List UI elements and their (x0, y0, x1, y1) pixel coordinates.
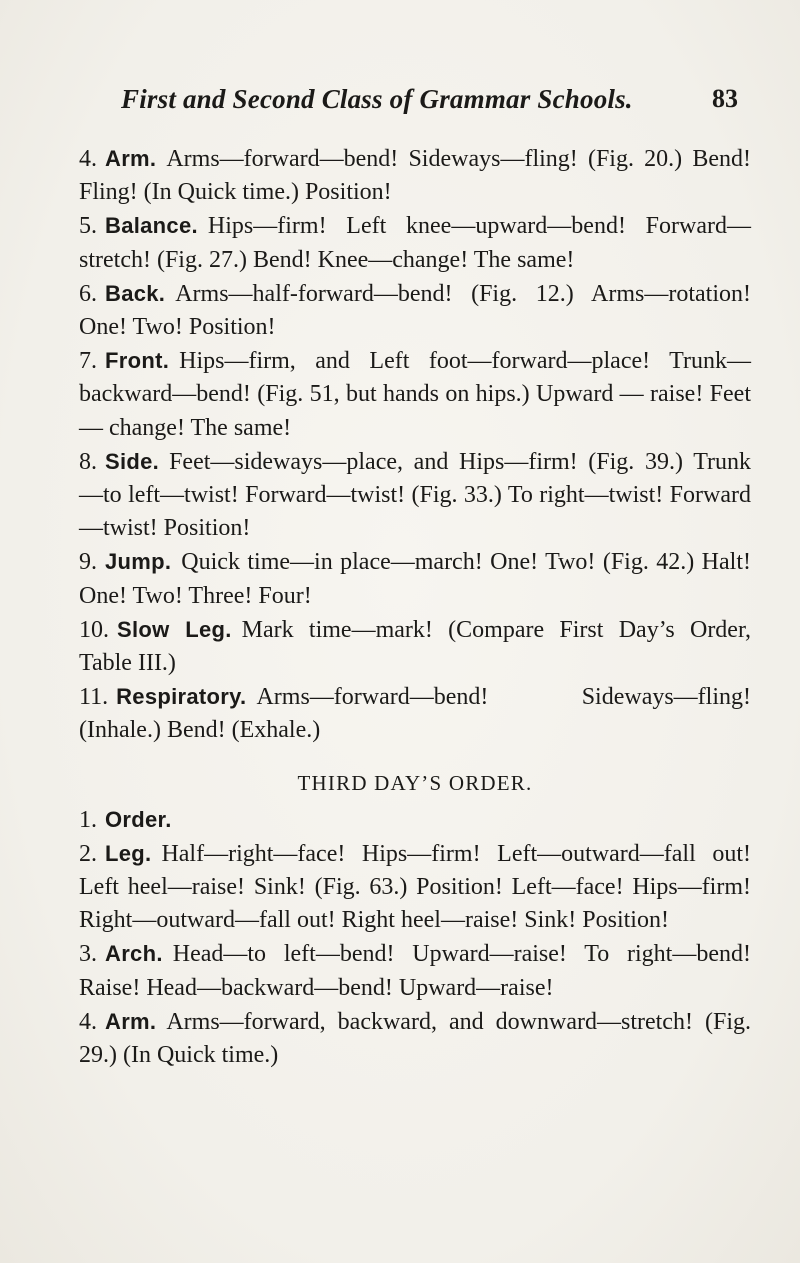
paragraph-number: 4. (79, 146, 97, 172)
exercise-label: Respiratory. (116, 684, 247, 710)
exercise-label: Front. (105, 348, 170, 374)
paragraph-text: Arms—half-forward—bend! (Fig. 12.) Arms—rotation! One! Two! Position! (79, 280, 751, 341)
paragraph-text: Feet—sideways—place, and Hips—firm! (Fig. 39.) Trunk—to left—twist! Forward—twist! (Fig. 33.) To right—twist! Forward—twist! Position! (79, 448, 751, 542)
paragraph-slow-leg (79, 613, 751, 680)
paragraph-text: Arms—forward, backward, and downward—stretch! (Fig. 29.) (In Quick time.) (79, 1008, 751, 1069)
paragraph-order (79, 803, 751, 837)
paragraph-number: 3. (79, 941, 97, 968)
paragraph-number: 4. (79, 1008, 97, 1035)
paragraph-back (79, 277, 751, 344)
body-text (79, 142, 751, 1072)
paragraph-text: Half—right—face! Hips—firm! Left—outward—fall out! Left heel—raise! Sink! (Fig. 63.) Position! Left—face! Hips—firm! Right—outward—fall out! Right heel—raise! Sink! Position! (79, 840, 751, 934)
paragraph-number: 1. (79, 806, 97, 833)
paragraph-number: 6. (79, 280, 97, 307)
exercise-label: Back. (105, 280, 166, 306)
paragraph-number: 10. (79, 616, 109, 643)
paragraph-text: Quick time—in place—march! One! Two! (Fig. 42.) Halt! One! Two! Three! Four! (79, 549, 751, 609)
exercise-label: Arm. (105, 146, 157, 171)
exercise-label: Arm. (105, 1008, 157, 1034)
paragraph-side (79, 445, 751, 546)
paragraph-jump (79, 545, 751, 612)
paragraph-leg (79, 837, 751, 938)
paragraph-text: Head—to left—bend! Upward—raise! To right—bend! Raise! Head—backward—bend! Upward—raise! (79, 941, 751, 1001)
paragraph-arm-2 (79, 1005, 751, 1072)
paragraph-number: 7. (79, 348, 97, 375)
paragraph-number: 9. (79, 549, 97, 576)
paragraph-number: 5. (79, 213, 97, 240)
paragraph-arch (79, 937, 751, 1004)
exercise-label: Balance. (105, 213, 198, 239)
paragraph-arm (79, 142, 751, 209)
paragraph-number: 8. (79, 448, 97, 475)
paragraph-front (79, 344, 751, 445)
running-head-title: First and Second Class of Grammar Schools. (121, 84, 633, 114)
exercise-label: Arch. (105, 941, 163, 967)
exercise-label: Slow Leg. (117, 616, 232, 642)
paragraph-text: Arms—forward—bend! Sideways—fling! (Fig. 20.) Bend! Fling! (In Quick time.) Position! (79, 146, 751, 206)
exercise-label: Jump. (105, 549, 172, 575)
paragraph-text: Hips—firm, and Left foot—forward—place! Trunk—backward—bend! (Fig. 51, but hands on hips.) Upward — raise! Feet — change! The same! (79, 348, 751, 441)
paragraph-balance (79, 209, 751, 276)
paragraph-text: Hips—firm! Left knee—upward—bend! Forward—stretch! (Fig. 27.) Bend! Knee—change! The same! (79, 213, 751, 273)
running-head (0, 84, 800, 124)
paragraph-number: 11. (79, 684, 109, 711)
page-number: 83 (712, 84, 738, 113)
exercise-label: Order. (105, 806, 172, 832)
exercise-label: Side. (105, 448, 160, 474)
paragraph-respiratory (79, 680, 751, 747)
exercise-label: Leg. (105, 840, 152, 866)
paragraph-text: Mark time—mark! (Compare First Day’s Order, Table III.) (79, 616, 751, 677)
paragraph-number: 2. (79, 840, 97, 867)
section-heading: THIRD DAY’S ORDER. (297, 770, 533, 795)
paragraph-text: Arms—forward—bend! Sideways—fling! (Inhale.) Bend! (Exhale.) (79, 684, 751, 744)
